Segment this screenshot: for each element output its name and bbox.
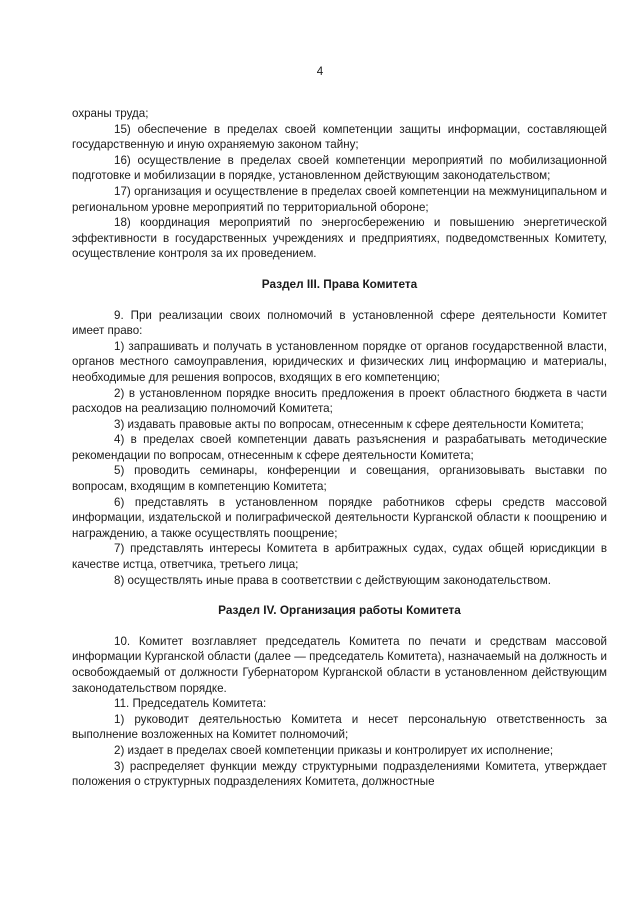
section-4-heading: Раздел IV. Организация работы Комитета xyxy=(218,603,461,618)
paragraph: 7) представлять интересы Комитета в арбитражных судах, судах общей юрисдикции в качестве истца, ответчика, третьего лица; xyxy=(72,542,607,572)
paragraph: 1) руководит деятельностью Комитета и несет персональную ответственность за выполнение возложенных на Комитет полномочий; xyxy=(72,712,607,742)
paragraph: 15) обеспечение в пределах своей компетенции защиты информации, составляющей государственную и иную охраняемую законом тайну; xyxy=(72,122,607,152)
paragraph: охраны труда; xyxy=(72,107,149,120)
paragraph: 8) осуществлять иные права в соответствии с действующим законодательством. xyxy=(114,573,551,587)
paragraph: 18) координация мероприятий по энергосбережению и повышению энергетической эффективности в государственных учреждениях и предприятиях, подведомственных Комитету, осуществление контроля за их проведением. xyxy=(72,216,607,261)
paragraph: 2) издает в пределах своей компетенции приказы и контролирует их исполнение; xyxy=(114,743,554,757)
document-body xyxy=(72,106,607,790)
paragraph: 3) издавать правовые акты по вопросам, отнесенным к сфере деятельности Комитета; xyxy=(114,417,584,431)
paragraph: 1) запрашивать и получать в установленном порядке от органов государственной власти, органов местного самоуправления, юридических и физических лиц информацию и материалы, необходимые для решения вопросов, входящих в его компетенцию; xyxy=(72,339,607,384)
paragraph: 4) в пределах своей компетенции давать разъяснения и разрабатывать методические рекомендации по вопросам, отнесенным к сфере деятельности Комитета; xyxy=(72,433,607,462)
paragraph: 16) осуществление в пределах своей компетенции мероприятий по мобилизационной подготовке и мобилизации в порядке, установленном действующим законодательством; xyxy=(72,153,607,183)
paragraph: 11. Председатель Комитета: xyxy=(114,697,267,711)
paragraph: 6) представлять в установленном порядке работников сферы средств массовой информации, издательской и полиграфической деятельности Курганской области к поощрению и награждению, а также осуществлять поощрение; xyxy=(72,495,607,540)
paragraph: 9. При реализации своих полномочий в установленной сфере деятельности Комитет имеет право: xyxy=(72,308,607,338)
paragraph: 3) распределяет функции между структурными подразделениями Комитета, утверждает положения о структурных подразделениях Комитета, должностные xyxy=(72,759,607,789)
paragraph: 2) в установленном порядке вносить предложения в проект областного бюджета в части расходов на реализацию полномочий Комитета; xyxy=(72,386,607,416)
section-3-heading: Раздел III. Права Комитета xyxy=(261,276,418,291)
paragraph: 10. Комитет возглавляет председатель Комитета по печати и средствам массовой информации Курганской области (далее — председатель Комитета), назначаемый на должность и освобождаемый от должности Губернатором Курганской области в установленном действующим законодательством порядке. xyxy=(72,634,607,695)
paragraph: 17) организация и осуществление в пределах своей компетенции на межмуниципальном и региональном уровне мероприятий по территориальной обороне; xyxy=(72,184,607,214)
page-number: 4 xyxy=(316,65,324,78)
paragraph: 5) проводить семинары, конференции и совещания, организовывать выставки по вопросам, входящим в компетенцию Комитета; xyxy=(72,464,607,494)
